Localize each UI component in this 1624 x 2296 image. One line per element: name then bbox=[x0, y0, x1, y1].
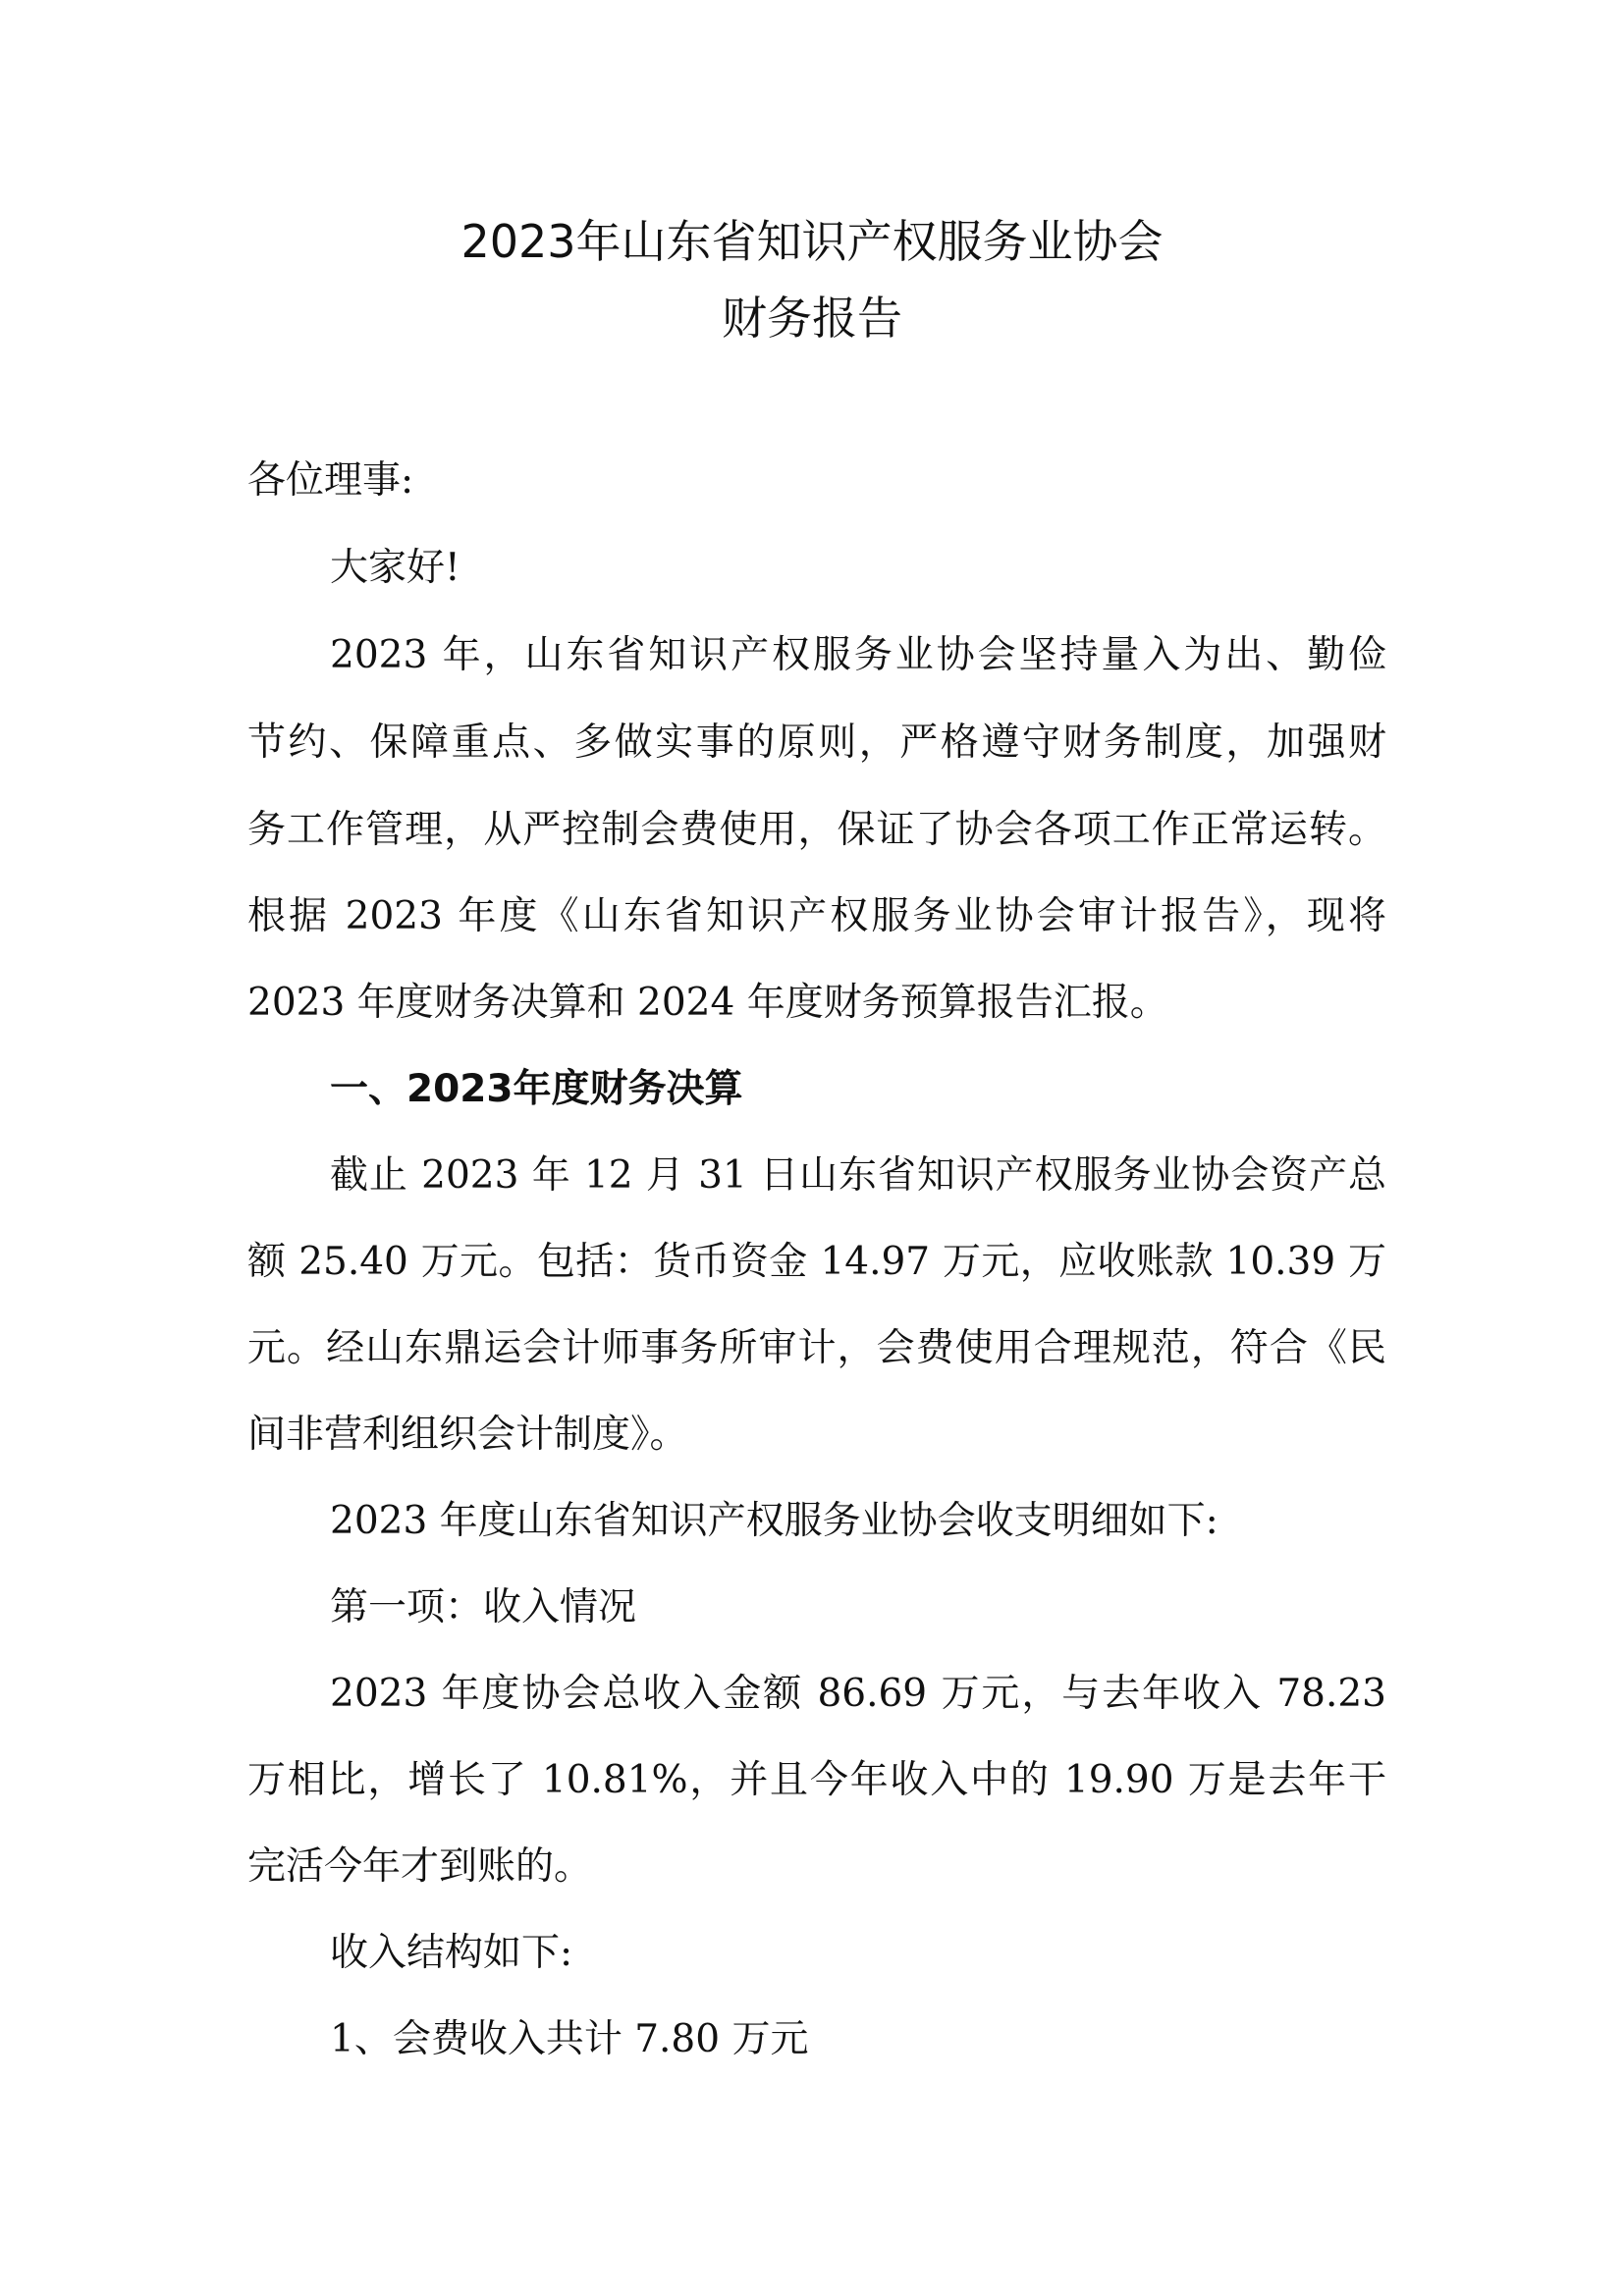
section-heading: 一、2023年度财务决算 bbox=[330, 1067, 743, 1111]
paragraph-line: 节约、保障重点、多做实事的原则，严格遵守财务制度，加强财 bbox=[247, 721, 1386, 765]
paragraph-line: 2023 年，山东省知识产权服务业协会坚持量入为出、勤俭 bbox=[330, 633, 1386, 677]
paragraph-line: 根据 2023 年度《山东省知识产权服务业协会审计报告》，现将 bbox=[247, 894, 1386, 938]
document-title-line1: 2023年山东省知识产权服务业协会 bbox=[460, 215, 1164, 268]
document-title-line2: 财务报告 bbox=[722, 292, 902, 345]
paragraph-line: 截止 2023 年 12 月 31 日山东省知识产权服务业协会资产总 bbox=[330, 1153, 1386, 1198]
greeting: 大家好! bbox=[330, 546, 460, 590]
paragraph-line: 2023 年度财务决算和 2024 年度财务预算报告汇报。 bbox=[247, 981, 1168, 1025]
paragraph-line: 间非营利组织会计制度》。 bbox=[247, 1413, 688, 1457]
paragraph-line: 2023 年度山东省知识产权服务业协会收支明细如下: bbox=[330, 1499, 1218, 1543]
list-item: 1、会费收入共计 7.80 万元 bbox=[330, 2017, 809, 2061]
paragraph-line: 元。经山东鼎运会计师事务所审计，会费使用合理规范，符合《民 bbox=[247, 1326, 1386, 1370]
paragraph-line: 万相比，增长了 10.81%，并且今年收入中的 19.90 万是去年干 bbox=[247, 1758, 1386, 1802]
paragraph-line: 额 25.40 万元。包括：货币资金 14.97 万元，应收账款 10.39 万 bbox=[247, 1240, 1386, 1284]
paragraph-line: 收入结构如下: bbox=[330, 1931, 573, 1975]
subsection-heading: 第一项：收入情况 bbox=[330, 1585, 637, 1629]
paragraph-line: 务工作管理，从严控制会费使用，保证了协会各项工作正常运转。 bbox=[247, 808, 1386, 852]
paragraph-line: 2023 年度协会总收入金额 86.69 万元，与去年收入 78.23 bbox=[330, 1672, 1386, 1716]
salutation: 各位理事: bbox=[247, 458, 414, 503]
paragraph-line: 完活今年才到账的。 bbox=[247, 1844, 593, 1889]
